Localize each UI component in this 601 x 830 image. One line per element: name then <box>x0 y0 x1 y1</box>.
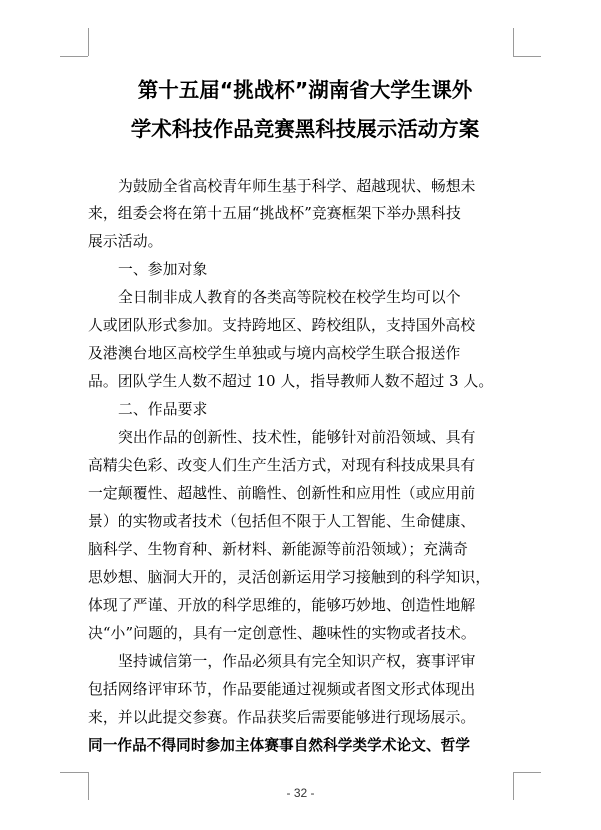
paragraph-line-bold: 同一作品不得同时参加主体赛事自然科学类学术论文、哲学 <box>88 737 471 754</box>
crop-mark-top-left-vertical <box>88 28 89 56</box>
paragraph-line: 景）的实物或者技术（包括但不限于人工智能、生命健康、 <box>88 513 476 530</box>
paragraph-line: 来，组委会将在第十五届“挑战杯”竞赛框架下举办黑科技 <box>88 205 461 222</box>
paragraph-line: 来，并以此提交参赛。作品获奖后需要能够进行现场展示。 <box>88 709 476 726</box>
section-heading: 一、参加对象 <box>118 261 208 278</box>
paragraph-line: 思妙想、脑洞大开的，灵活创新运用学习接触到的科学知识， <box>88 569 491 586</box>
paragraph-line: 一定颠覆性、超越性、前瞻性、创新性和应用性（或应用前 <box>88 485 476 502</box>
paragraph-line: 品。团队学生人数不超过 10 人，指导教师人数不超过 3 人。 <box>88 373 494 390</box>
crop-mark-bottom-right-horizontal <box>513 772 541 773</box>
crop-mark-top-left-horizontal <box>60 56 88 57</box>
paragraph-line: 包括网络评审环节，作品要能通过视频或者图文形式体现出 <box>88 681 476 698</box>
paragraph-line: 及港澳台地区高校学生单独或与境内高校学生联合报送作 <box>88 345 461 362</box>
crop-mark-bottom-left-horizontal <box>60 772 88 773</box>
document-title-line-1: 第十五届“挑战杯”湖南省大学生课外 <box>137 78 473 102</box>
paragraph-line: 坚持诚信第一，作品必须具有完全知识产权，赛事评审 <box>118 653 476 670</box>
paragraph-line: 突出作品的创新性、技术性，能够针对前沿领域、具有 <box>118 429 476 446</box>
crop-mark-top-right-vertical <box>513 28 514 56</box>
paragraph-line: 为鼓励全省高校青年师生基于科学、超越现状、畅想未 <box>118 178 476 195</box>
crop-mark-top-right-horizontal <box>513 56 541 57</box>
paragraph-line: 人或团队形式参加。支持跨地区、跨校组队，支持国外高校 <box>88 317 476 334</box>
section-heading: 二、作品要求 <box>118 401 208 418</box>
paragraph-line: 全日制非成人教育的各类高等院校在校学生均可以个 <box>118 289 461 306</box>
paragraph-line: 体现了严谨、开放的科学思维的，能够巧妙地、创造性地解 <box>88 597 476 614</box>
page-number: - 32 - <box>286 786 315 800</box>
document-title-line-2: 学术科技作品竞赛黑科技展示活动方案 <box>130 117 480 141</box>
paragraph-line: 高精尖色彩、改变人们生产生活方式，对现有科技成果具有 <box>88 457 476 474</box>
paragraph-line: 展示活动。 <box>88 233 163 250</box>
paragraph-line: 决“小”问题的，具有一定创意性、趣味性的实物或者技术。 <box>88 625 476 642</box>
paragraph-line: 脑科学、生物育种、新材料、新能源等前沿领域）；充满奇 <box>88 541 468 558</box>
